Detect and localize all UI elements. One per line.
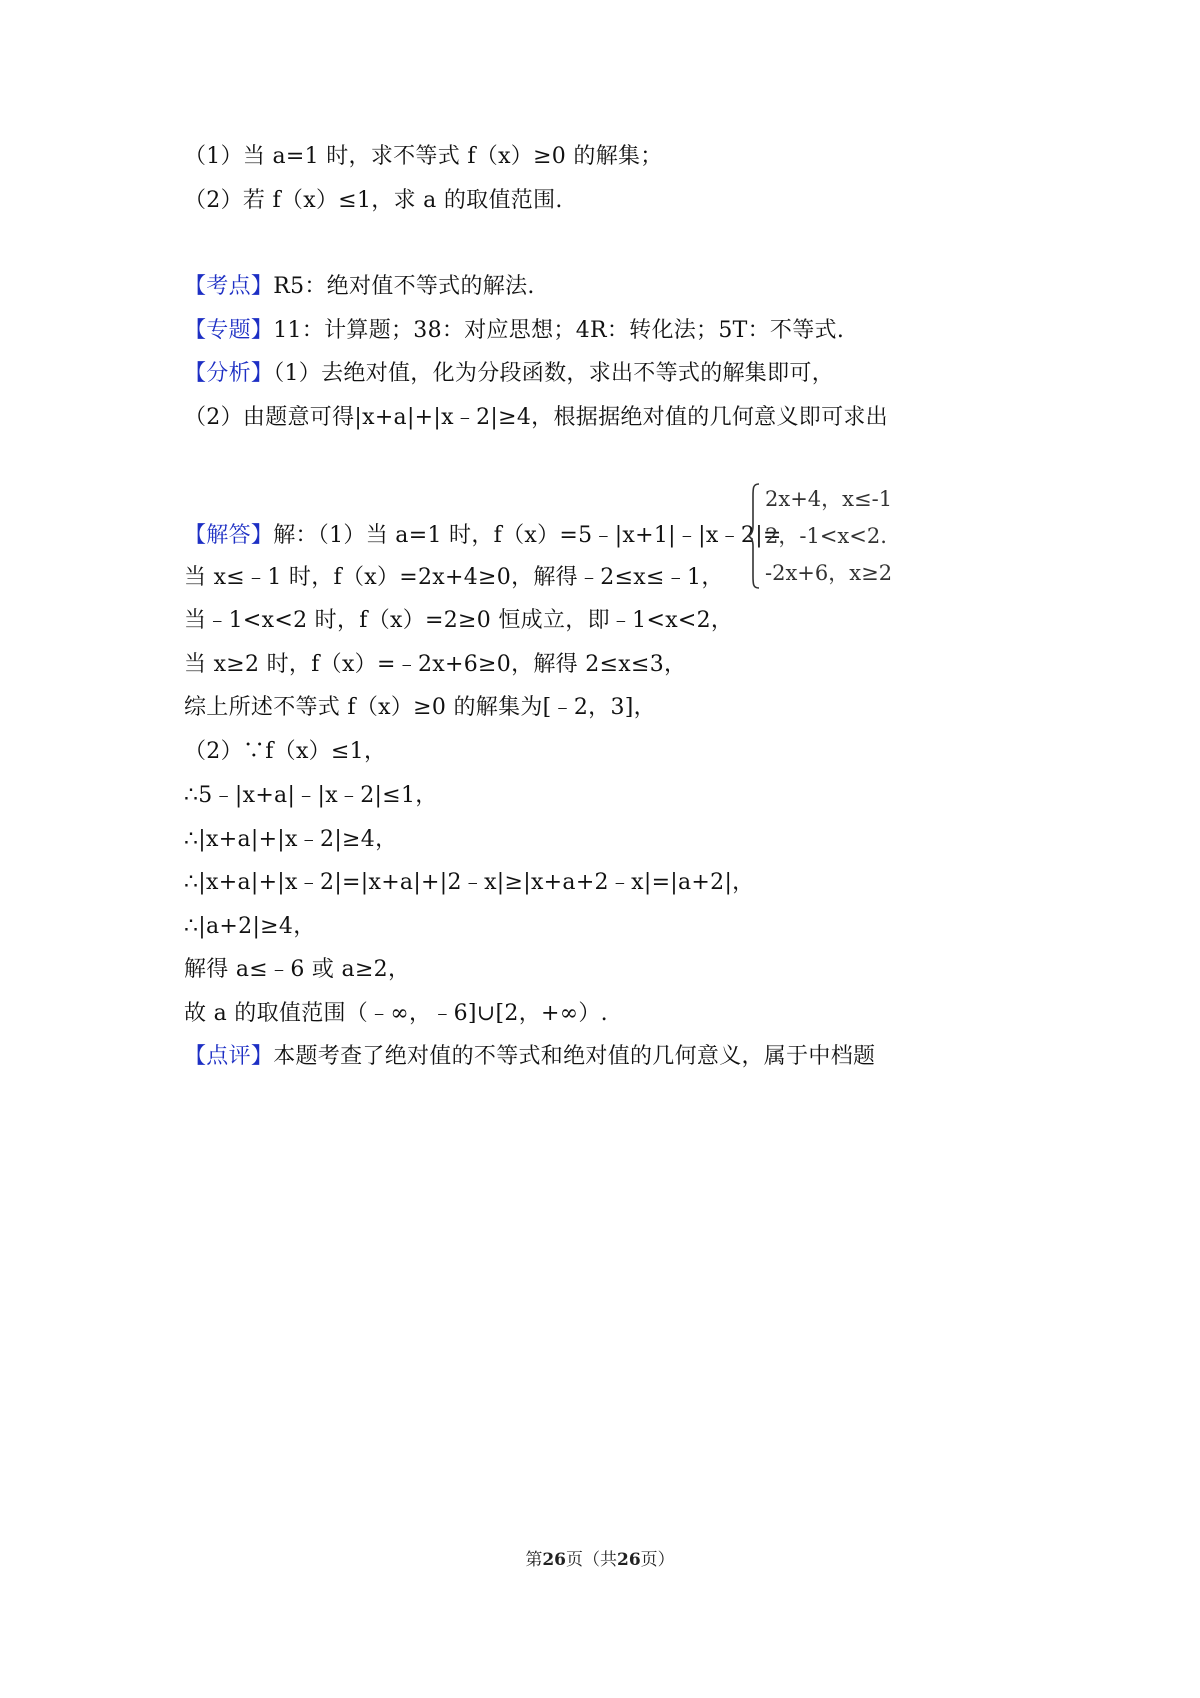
solution-line-2: 当﹣1<x<2 时，f（x）=2≥0 恒成立，即﹣1<x<2， bbox=[184, 608, 734, 633]
kaodian-text: R5：绝对值不等式的解法. bbox=[273, 274, 535, 299]
piecewise-case-1: 2x+4，x≤-1 bbox=[765, 487, 893, 511]
footer-total-pages: 26 bbox=[617, 1550, 641, 1570]
dianping-text: 本题考查了绝对值的不等式和绝对值的几何意义，属于中档题 bbox=[273, 1044, 876, 1069]
piecewise-case-2: 2，-1<x<2. bbox=[765, 524, 887, 548]
footer-prefix: 第 bbox=[525, 1550, 543, 1570]
solution-line-1: 当 x≤﹣1 时，f（x）=2x+4≥0，解得﹣2≤x≤﹣1， bbox=[184, 565, 724, 590]
fenxi-tag: 【分析】 bbox=[184, 361, 274, 386]
solution-line-3: 当 x≥2 时，f（x）=﹣2x+6≥0，解得 2≤x≤3， bbox=[184, 652, 687, 677]
piecewise-rows bbox=[761, 482, 892, 590]
dianping-tag: 【点评】 bbox=[184, 1044, 274, 1069]
footer-middle: 页（共 bbox=[566, 1550, 617, 1570]
kaodian-tag: 【考点】 bbox=[184, 274, 274, 299]
question-1: （1）当 a=1 时，求不等式 f（x）≥0 的解集； bbox=[184, 144, 663, 169]
kaodian-line bbox=[184, 272, 535, 302]
solution-line-8: ∴|x+a|+|x﹣2|=|x+a|+|2﹣x|≥|x+a+2﹣x|=|a+2|， bbox=[184, 870, 755, 895]
zhuanti-text: 11：计算题；38：对应思想；4R：转化法；5T：不等式. bbox=[273, 318, 845, 343]
piecewise-case-3: -2x+6，x≥2 bbox=[765, 561, 893, 585]
solution-line-6: ∴5﹣|x+a|﹣|x﹣2|≤1， bbox=[184, 783, 438, 808]
page-footer bbox=[0, 1548, 1200, 1572]
jieda-line bbox=[184, 521, 782, 551]
piecewise-function bbox=[747, 482, 892, 590]
left-brace-icon bbox=[747, 482, 761, 590]
jieda-text: 解：（1）当 a=1 时，f（x）=5﹣|x+1|﹣|x﹣2|= bbox=[273, 523, 782, 548]
solution-line-5: （2）∵f（x）≤1， bbox=[184, 739, 387, 764]
fenxi-line-2: （2）由题意可得|x+a|+|x﹣2|≥4，根据据绝对值的几何意义即可求出 bbox=[184, 405, 888, 430]
fenxi-line bbox=[184, 359, 834, 389]
fenxi-text: （1）去绝对值，化为分段函数，求出不等式的解集即可， bbox=[273, 361, 835, 386]
footer-page-number: 26 bbox=[542, 1550, 566, 1570]
question-2: （2）若 f（x）≤1，求 a 的取值范围. bbox=[184, 188, 563, 213]
jieda-tag: 【解答】 bbox=[184, 523, 274, 548]
solution-line-4: 综上所述不等式 f（x）≥0 的解集为[﹣2，3]， bbox=[184, 695, 656, 720]
solution-line-7: ∴|x+a|+|x﹣2|≥4， bbox=[184, 827, 398, 852]
solution-line-9: ∴|a+2|≥4， bbox=[184, 914, 316, 939]
zhuanti-line bbox=[184, 316, 844, 346]
footer-suffix: 页） bbox=[640, 1550, 675, 1570]
zhuanti-tag: 【专题】 bbox=[184, 318, 274, 343]
solution-line-11: 故 a 的取值范围（﹣∞，﹣6]∪[2，+∞）. bbox=[184, 1001, 608, 1026]
solution-line-10: 解得 a≤﹣6 或 a≥2， bbox=[184, 957, 411, 982]
dianping-line bbox=[184, 1042, 875, 1072]
